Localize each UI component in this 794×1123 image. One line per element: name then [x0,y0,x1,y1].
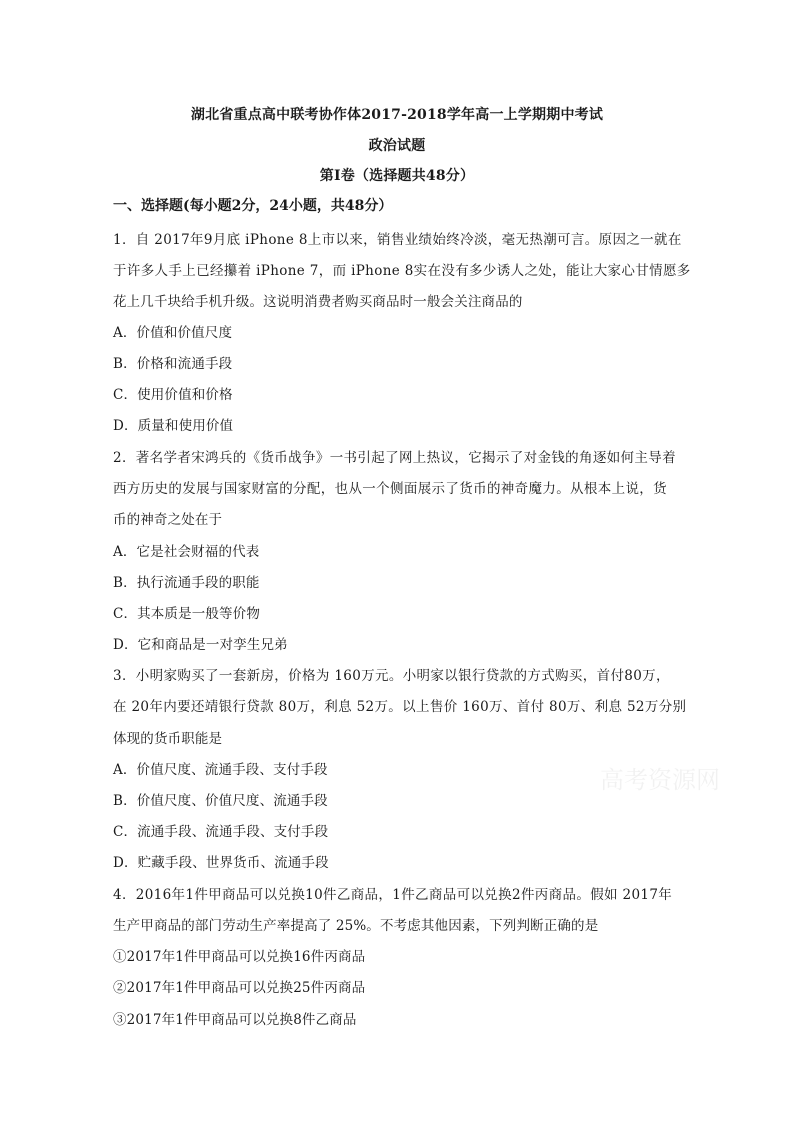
question-3-stem-line: 在 20年内要还靖银行贷款 80万，利息 52万。以上售价 160万、首付 80万、利息 52万分别 [113,699,687,715]
question-3-option-d: D．贮藏手段、世界货币、流通手段 [113,855,329,871]
volume-heading: 第Ⅰ卷（选择题共48分） [319,168,475,184]
question-1-option-c: C．使用价值和价格 [113,387,233,403]
question-1-stem-line: 于许多人手上已经攥着 iPhone 7，而 iPhone 8实在没有多少诱人之处，能让大家心甘情愿多 [113,263,691,279]
question-2-stem-line: 西方历史的发展与国家财富的分配，也从一个侧面展示了货币的神奇魔力。从根本上说，货 [113,481,667,497]
question-1-option-a: A．价值和价值尺度 [113,325,233,341]
question-4-stem-line: 生产甲商品的部门劳动生产率提高了 25%。不考虑其他因素，下列判断正确的是 [113,918,599,934]
question-3-stem-line: 体现的货币职能是 [113,731,223,747]
question-3-option-c: C．流通手段、流通手段、支付手段 [113,824,329,840]
question-2-option-b: B．执行流通手段的职能 [113,575,260,591]
question-2-option-a: A．它是社会财福的代表 [113,544,260,560]
section-heading: 一、选择题(每小题2分，24小题，共48分） [113,198,393,214]
question-4-stem-line: 4．2016年1件甲商品可以兑换10件乙商品，1件乙商品可以兑换2件丙商品。假如 2017年 [113,887,673,903]
question-4-statement-2: ②2017年1件甲商品可以兑换25件丙商品 [113,980,366,996]
question-2-stem-line: 币的神奇之处在于 [113,512,223,528]
faint-watermark: 高考资源网 [600,766,720,794]
question-4-statement-1: ①2017年1件甲商品可以兑换16件丙商品 [113,949,366,965]
question-4-statement-3: ③2017年1件甲商品可以兑换8件乙商品 [113,1012,357,1028]
question-1-stem-line: 花上几千块给手机升级。这说明消费者购买商品时一般会关注商品的 [113,294,523,310]
question-3-option-a: A．价值尺度、流通手段、支付手段 [113,762,328,778]
question-2-option-c: C．其本质是一般等价物 [113,606,260,622]
question-2-stem-line: 2．著名学者宋鸿兵的《货币战争》一书引起了网上热议，它揭示了对金钱的角逐如何主导着 [113,450,676,466]
question-1-stem-line: 1．自 2017年9月底 iPhone 8上市以来，销售业绩始终冷淡，毫无热潮可言。原因之一就在 [113,232,682,248]
exam-title: 湖北省重点高中联考协作体2017-2018学年高一上学期期中考试 [190,107,604,123]
question-1-option-b: B．价格和流通手段 [113,356,233,372]
question-3-option-b: B．价值尺度、价值尺度、流通手段 [113,793,328,809]
question-1-option-d: D．质量和使用价值 [113,418,234,434]
exam-subtitle: 政治试题 [368,138,426,154]
question-2-option-d: D．它和商品是一对孪生兄弟 [113,637,288,653]
question-3-stem-line: 3．小明家购买了一套新房，价格为 160万元。小明家以银行贷款的方式购买，首付80万， [113,668,670,684]
